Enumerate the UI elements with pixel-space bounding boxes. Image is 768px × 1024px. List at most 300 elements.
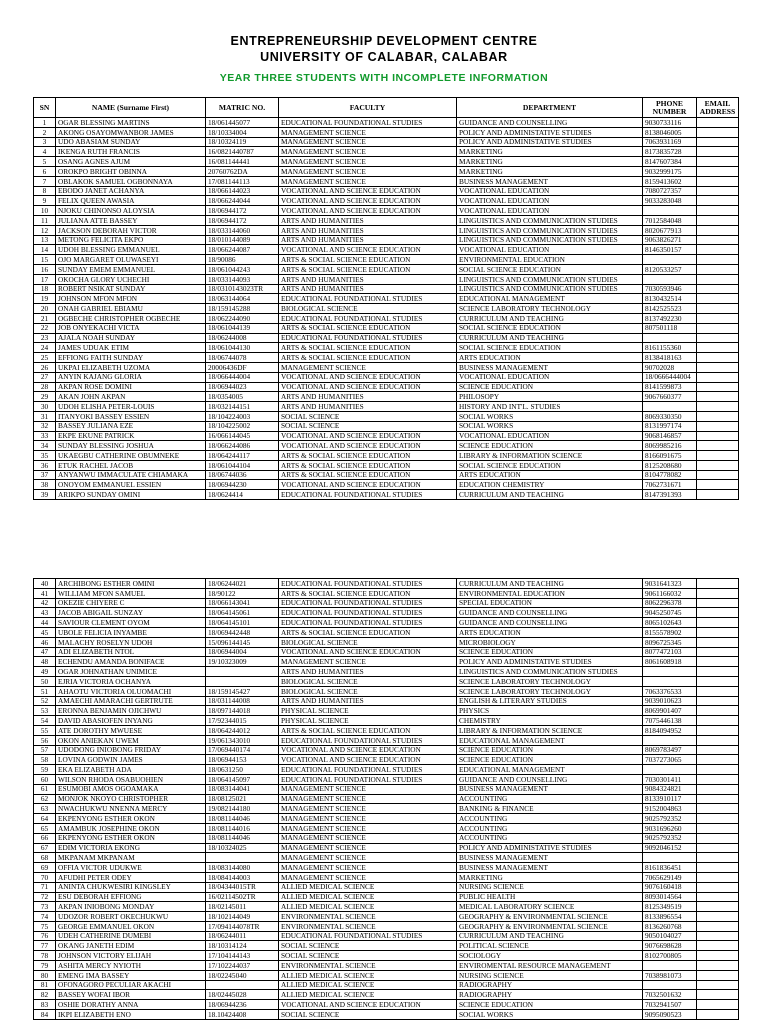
cell-department: LINGUISTICS AND COMMUNICATION STUDIES — [457, 215, 643, 225]
table-row — [34, 274, 739, 284]
cell-department: POLICY AND ADMINISTATIVE STUDIES — [457, 137, 643, 147]
cell-department: SCIENCE EDUCATION — [457, 755, 643, 765]
cell-department: HISTORY AND INT'L. STUDIES — [457, 402, 643, 412]
cell-phone: 8155578902 — [643, 627, 697, 637]
cell-name: AMAMBUK JOSEPHINE OKON — [56, 823, 206, 833]
cell-email — [697, 402, 739, 412]
table-row — [34, 667, 739, 677]
table-row — [34, 166, 739, 176]
cell-sn: 59 — [34, 765, 56, 775]
cell-sn: 47 — [34, 647, 56, 657]
cell-email — [697, 245, 739, 255]
cell-sn: 49 — [34, 667, 56, 677]
page-subtitle-university: UNIVERSITY OF CALABAR, CALABAR — [260, 50, 508, 64]
cell-faculty: ARTS & SOCIAL SCIENCE EDUCATION — [279, 264, 457, 274]
cell-department: SOCIAL SCIENCE EDUCATION — [457, 323, 643, 333]
cell-email — [697, 843, 739, 853]
cell-sn: 42 — [34, 598, 56, 608]
cell-sn: 73 — [34, 902, 56, 912]
cell-department: PUBLIC HEALTH — [457, 892, 643, 902]
column-header-phone: PHONE NUMBER — [643, 98, 697, 118]
cell-email — [697, 284, 739, 294]
cell-name: UKAEGBU CATHERINE OBUMNEKE — [56, 451, 206, 461]
cell-email — [697, 490, 739, 500]
cell-sn: 6 — [34, 166, 56, 176]
cell-faculty: BIOLOGICAL SCIENCE — [279, 676, 457, 686]
cell-phone: 8096725345 — [643, 637, 697, 647]
cell-department: RADIOGRAPHY — [457, 990, 643, 1000]
cell-matric: 18/104225002 — [206, 421, 279, 431]
cell-name: OKOCHA GLORY UCHECHI — [56, 274, 206, 284]
cell-name: IKENGA RUTH FRANCIS — [56, 147, 206, 157]
cell-department: MEDICAL LABORATORY SCIENCE — [457, 902, 643, 912]
cell-phone: 7063376533 — [643, 686, 697, 696]
table-row — [34, 411, 739, 421]
cell-email — [697, 970, 739, 980]
cell-matric: 17/081144113 — [206, 176, 279, 186]
cell-name: MONJOK NKOYO CHRISTOPHER — [56, 794, 206, 804]
cell-department: LINGUISTICS AND COMMUNICATION STUDIES — [457, 284, 643, 294]
table-row — [34, 402, 739, 412]
cell-phone: 8161836451 — [643, 863, 697, 873]
table-row — [34, 235, 739, 245]
cell-matric — [206, 676, 279, 686]
cell-email — [697, 706, 739, 716]
cell-phone — [643, 274, 697, 284]
table-row — [34, 696, 739, 706]
cell-matric: 17/104144143 — [206, 951, 279, 961]
cell-email — [697, 215, 739, 225]
table-row — [34, 882, 739, 892]
table-row — [34, 627, 739, 637]
cell-sn: 45 — [34, 627, 56, 637]
cell-name: JAMES UDUAK ETIM — [56, 343, 206, 353]
cell-name: AJALA NOAH SUNDAY — [56, 333, 206, 343]
cell-department: PHYSICS — [457, 706, 643, 716]
table-row — [34, 843, 739, 853]
cell-faculty: ENVIRONMENTAL SCIENCE — [279, 961, 457, 971]
cell-phone: 9084324821 — [643, 784, 697, 794]
cell-sn: 2 — [34, 127, 56, 137]
table-row — [34, 618, 739, 628]
table-row — [34, 970, 739, 980]
column-header-email: EMAIL ADDRESS — [697, 98, 739, 118]
cell-sn: 34 — [34, 441, 56, 451]
cell-phone: 9063826271 — [643, 235, 697, 245]
cell-faculty: EDUCATIONAL FOUNDATIONAL STUDIES — [279, 931, 457, 941]
cell-faculty: ALLIED MEDICAL SCIENCE — [279, 882, 457, 892]
cell-sn: 69 — [34, 863, 56, 873]
cell-faculty: ALLIED MEDICAL SCIENCE — [279, 892, 457, 902]
cell-faculty: PHYSICAL SCIENCE — [279, 706, 457, 716]
cell-matric: 18/061044139 — [206, 323, 279, 333]
cell-name: AFUDHI PETER ODEY — [56, 872, 206, 882]
cell-matric: 18/066244087 — [206, 245, 279, 255]
cell-email — [697, 784, 739, 794]
cell-email — [697, 814, 739, 824]
cell-department: LINGUISTICS AND COMMUNICATION STUDIES — [457, 667, 643, 677]
cell-sn: 14 — [34, 245, 56, 255]
table-row — [34, 186, 739, 196]
cell-matric: 18/90086 — [206, 255, 279, 265]
cell-phone: 9050104027 — [643, 931, 697, 941]
cell-matric: 18/061445077 — [206, 118, 279, 128]
column-header-matric: MATRIC NO. — [206, 98, 279, 118]
cell-faculty: SOCIAL SCIENCE — [279, 411, 457, 421]
cell-name: OFFIA VICTOR UDUKWE — [56, 863, 206, 873]
cell-faculty: PHYSICAL SCIENCE — [279, 716, 457, 726]
cell-department: SOCIAL SCIENCE EDUCATION — [457, 264, 643, 274]
cell-name: OKEZIE CHIYERE C — [56, 598, 206, 608]
cell-phone: 7063931169 — [643, 137, 697, 147]
cell-sn: 1 — [34, 118, 56, 128]
cell-department: BUSINESS MANAGEMENT — [457, 784, 643, 794]
cell-faculty: ENVIRONMENTAL SCIENCE — [279, 921, 457, 931]
cell-faculty: SOCIAL SCIENCE — [279, 1010, 457, 1020]
cell-phone: 7062731671 — [643, 480, 697, 490]
cell-faculty: MANAGEMENT SCIENCE — [279, 794, 457, 804]
cell-matric: 19/082144180 — [206, 804, 279, 814]
cell-matric: 17/094144078TR — [206, 921, 279, 931]
cell-matric: 18/06944153 — [206, 755, 279, 765]
cell-email — [697, 823, 739, 833]
table-row — [34, 127, 739, 137]
cell-matric: 18/02245040 — [206, 970, 279, 980]
cell-sn: 41 — [34, 588, 56, 598]
table-row — [34, 118, 739, 128]
table-row — [34, 1010, 739, 1020]
cell-phone: 9092046152 — [643, 843, 697, 853]
cell-phone: 9068146857 — [643, 431, 697, 441]
cell-faculty: ENVIRONMENTAL SCIENCE — [279, 912, 457, 922]
cell-email — [697, 912, 739, 922]
cell-matric: 17/92344015 — [206, 716, 279, 726]
cell-phone — [643, 667, 697, 677]
cell-email — [697, 735, 739, 745]
cell-sn: 78 — [34, 951, 56, 961]
table-row — [34, 579, 739, 589]
cell-sn: 58 — [34, 755, 56, 765]
cell-sn: 83 — [34, 1000, 56, 1010]
cell-sn: 76 — [34, 931, 56, 941]
cell-name: ADI ELIZABETH NTOL — [56, 647, 206, 657]
cell-matric: 18/084144003 — [206, 872, 279, 882]
cell-name: OROKPO BRIGHT OBINNA — [56, 166, 206, 176]
table-row — [34, 480, 739, 490]
cell-faculty: VOCATIONAL AND SCIENCE EDUCATION — [279, 480, 457, 490]
cell-phone: 9030733116 — [643, 118, 697, 128]
cell-name: ANYIN KAJANG GLORIA — [56, 372, 206, 382]
cell-department: NURSING SCIENCE — [457, 970, 643, 980]
cell-department: ENVIRONMENTAL EDUCATION — [457, 588, 643, 598]
cell-name: OFONAGORO PECULIAR AKACHI — [56, 980, 206, 990]
cell-name: BASSEY JULIANA EZE — [56, 421, 206, 431]
cell-faculty: MANAGEMENT SCIENCE — [279, 166, 457, 176]
cell-faculty: VOCATIONAL AND SCIENCE EDUCATION — [279, 186, 457, 196]
cell-faculty: ARTS & SOCIAL SCIENCE EDUCATION — [279, 451, 457, 461]
table-row — [34, 313, 739, 323]
cell-matric: 19/061343010 — [206, 735, 279, 745]
cell-sn: 79 — [34, 961, 56, 971]
cell-department: POLICY AND ADMINISTATIVE STUDIES — [457, 657, 643, 667]
table-row — [34, 725, 739, 735]
cell-phone: 8173835728 — [643, 147, 697, 157]
cell-email — [697, 343, 739, 353]
cell-email — [697, 333, 739, 343]
cell-faculty: MANAGEMENT SCIENCE — [279, 137, 457, 147]
cell-faculty: EDUCATIONAL FOUNDATIONAL STUDIES — [279, 579, 457, 589]
cell-sn: 80 — [34, 970, 56, 980]
table-header-row — [34, 98, 739, 118]
cell-matric: 18/04344015TR — [206, 882, 279, 892]
cell-department: SCIENCE LABORATORY TECHNOLOGY — [457, 686, 643, 696]
table-row — [34, 902, 739, 912]
cell-sn: 33 — [34, 431, 56, 441]
cell-faculty: MANAGEMENT SCIENCE — [279, 863, 457, 873]
cell-matric: 18/06744078 — [206, 353, 279, 363]
cell-sn: 72 — [34, 892, 56, 902]
column-header-department: DEPARTMENT — [457, 98, 643, 118]
cell-phone: 9033283048 — [643, 196, 697, 206]
cell-matric: 18/066244086 — [206, 441, 279, 451]
cell-name: EKPENYONG ESTHER OKON — [56, 833, 206, 843]
cell-matric — [206, 980, 279, 990]
cell-name: ARCHIBONG ESTHER OMINI — [56, 579, 206, 589]
cell-matric: 18/062244090 — [206, 313, 279, 323]
cell-name: ESUMOBI AMOS OGOAMAKA — [56, 784, 206, 794]
cell-faculty: SOCIAL SCIENCE — [279, 951, 457, 961]
cell-faculty: EDUCATIONAL FOUNDATIONAL STUDIES — [279, 608, 457, 618]
cell-sn: 4 — [34, 147, 56, 157]
cell-name: JACKSON DEBORAH VICTOR — [56, 225, 206, 235]
cell-sn: 15 — [34, 255, 56, 265]
cell-department: SCIENCE EDUCATION — [457, 441, 643, 451]
cell-department: VOCATIONAL EDUCATION — [457, 186, 643, 196]
cell-name: OSHIE DORATHY ANNA — [56, 1000, 206, 1010]
cell-email — [697, 186, 739, 196]
cell-name: EKPENYONG ESTHER OKON — [56, 814, 206, 824]
cell-phone: 90702028 — [643, 362, 697, 372]
cell-matric: 18/06744036 — [206, 470, 279, 480]
cell-department: EDUCATIONAL MANAGEMENT — [457, 735, 643, 745]
cell-matric: 18/06244008 — [206, 333, 279, 343]
cell-faculty: EDUCATIONAL FOUNDATIONAL STUDIES — [279, 735, 457, 745]
table-row — [34, 264, 739, 274]
cell-sn: 57 — [34, 745, 56, 755]
cell-name: ANYANWU IMMACULATE CHIAMAKA — [56, 470, 206, 480]
table-row — [34, 794, 739, 804]
cell-sn: 74 — [34, 912, 56, 922]
cell-faculty: EDUCATIONAL FOUNDATIONAL STUDIES — [279, 774, 457, 784]
table-row — [34, 716, 739, 726]
table-row — [34, 588, 739, 598]
table-row — [34, 961, 739, 971]
table-row — [34, 284, 739, 294]
cell-phone — [643, 961, 697, 971]
cell-phone: 7032941507 — [643, 1000, 697, 1010]
cell-department: SCIENCE EDUCATION — [457, 1000, 643, 1010]
cell-phone: 8136260768 — [643, 921, 697, 931]
cell-phone: 9067660377 — [643, 392, 697, 402]
cell-email — [697, 176, 739, 186]
cell-name: ROBERT NSIKAT SUNDAY — [56, 284, 206, 294]
cell-phone: 9095090523 — [643, 1010, 697, 1020]
cell-faculty: ARTS & SOCIAL SCIENCE EDUCATION — [279, 343, 457, 353]
cell-department: SCIENCE EDUCATION — [457, 647, 643, 657]
cell-faculty: SOCIAL SCIENCE — [279, 941, 457, 951]
cell-department: SCIENCE LABORATORY TECHNOLOGY — [457, 676, 643, 686]
cell-email — [697, 147, 739, 157]
cell-email — [697, 431, 739, 441]
cell-matric: 18/061044243 — [206, 264, 279, 274]
cell-sn: 62 — [34, 794, 56, 804]
cell-matric: 18/10324025 — [206, 843, 279, 853]
cell-phone: 8125349519 — [643, 902, 697, 912]
cell-name: ESU DEBORAH EFFIONG — [56, 892, 206, 902]
table-row — [34, 490, 739, 500]
cell-email — [697, 127, 739, 137]
cell-sn: 65 — [34, 823, 56, 833]
cell-sn: 10 — [34, 206, 56, 216]
table-row — [34, 323, 739, 333]
cell-email — [697, 716, 739, 726]
cell-department: CHEMISTRY — [457, 716, 643, 726]
cell-email — [697, 579, 739, 589]
cell-name: OGAR BLESSING MARTINS — [56, 118, 206, 128]
cell-matric: 17/069440174 — [206, 745, 279, 755]
cell-phone: 8138418163 — [643, 353, 697, 363]
cell-sn: 19 — [34, 294, 56, 304]
cell-name: EDIM VICTORIA EKONG — [56, 843, 206, 853]
cell-sn: 39 — [34, 490, 56, 500]
cell-phone: 7012584048 — [643, 215, 697, 225]
cell-name: ITANYOKI BASSEY ESSIEN — [56, 411, 206, 421]
cell-phone: 9025792352 — [643, 814, 697, 824]
cell-department: MARKETING — [457, 147, 643, 157]
cell-sn: 13 — [34, 235, 56, 245]
cell-faculty: ALLIED MEDICAL SCIENCE — [279, 970, 457, 980]
cell-department: SCIENCE LABORATORY TECHNOLOGY — [457, 304, 643, 314]
cell-name: EKPE EKUNE PATRICK — [56, 431, 206, 441]
cell-faculty: VOCATIONAL AND SCIENCE EDUCATION — [279, 1000, 457, 1010]
cell-department: POLITICAL SCIENCE — [457, 941, 643, 951]
cell-name: LOVINA GODWIN JAMES — [56, 755, 206, 765]
cell-name: OKON ANIEKAN UWEM — [56, 735, 206, 745]
cell-email — [697, 235, 739, 245]
cell-faculty: ARTS AND HUMANITIES — [279, 215, 457, 225]
cell-email — [697, 382, 739, 392]
cell-email — [697, 166, 739, 176]
cell-phone: 7080727357 — [643, 186, 697, 196]
cell-email — [697, 480, 739, 490]
cell-sn: 25 — [34, 353, 56, 363]
cell-matric: 18/061044104 — [206, 460, 279, 470]
cell-name: FELIX QUEEN AWASIA — [56, 196, 206, 206]
cell-phone: 7065629149 — [643, 872, 697, 882]
cell-faculty: ARTS & SOCIAL SCIENCE EDUCATION — [279, 460, 457, 470]
cell-faculty: MANAGEMENT SCIENCE — [279, 657, 457, 667]
cell-name: UDOH BLESSING EMMANUEL — [56, 245, 206, 255]
cell-name: AMAECHI AMARACHI GERTRUTE — [56, 696, 206, 706]
cell-name: ONAH GABRIEL EBIAMU — [56, 304, 206, 314]
cell-phone: 8120533257 — [643, 264, 697, 274]
cell-department: SOCIAL SCIENCE EDUCATION — [457, 460, 643, 470]
cell-department: EDUCATIONAL MANAGEMENT — [457, 294, 643, 304]
cell-name: SUNDAY EMEM EMMANUEL — [56, 264, 206, 274]
cell-sn: 37 — [34, 470, 56, 480]
cell-name: OGAR JOHNATHAN UNIMICE — [56, 667, 206, 677]
table-row — [34, 147, 739, 157]
cell-matric: 18/066444004 — [206, 372, 279, 382]
cell-email — [697, 588, 739, 598]
cell-faculty: ARTS AND HUMANITIES — [279, 696, 457, 706]
cell-phone: 8069901407 — [643, 706, 697, 716]
cell-faculty: MANAGEMENT SCIENCE — [279, 804, 457, 814]
cell-matric: 18/10324119 — [206, 137, 279, 147]
cell-phone — [643, 980, 697, 990]
cell-faculty: ARTS & SOCIAL SCIENCE EDUCATION — [279, 725, 457, 735]
cell-matric: 19/10323009 — [206, 657, 279, 667]
cell-department: PHILOSOPY — [457, 392, 643, 402]
cell-name: AKPAN ROSE DOMINI — [56, 382, 206, 392]
cell-matric: 18/083144041 — [206, 784, 279, 794]
table-row — [34, 941, 739, 951]
cell-department: GUIDANCE AND COUNSELLING — [457, 618, 643, 628]
cell-department: SOCIAL WORKS — [457, 411, 643, 421]
cell-email — [697, 961, 739, 971]
cell-department: LINGUISTICS AND COMMUNICATION STUDIES — [457, 274, 643, 284]
cell-matric — [206, 667, 279, 677]
cell-phone: 9061166032 — [643, 588, 697, 598]
table-row — [34, 255, 739, 265]
cell-faculty: BIOLOGICAL SCIENCE — [279, 637, 457, 647]
cell-email — [697, 804, 739, 814]
cell-phone: 8161155360 — [643, 343, 697, 353]
cell-name: OBLAKOK SAMUEL OGBONNAYA — [56, 176, 206, 186]
cell-department: BUSINESS MANAGEMENT — [457, 362, 643, 372]
cell-email — [697, 206, 739, 216]
cell-sn: 82 — [34, 990, 56, 1000]
cell-phone — [643, 853, 697, 863]
table-row — [34, 196, 739, 206]
cell-email — [697, 657, 739, 667]
cell-email — [697, 304, 739, 314]
cell-sn: 22 — [34, 323, 56, 333]
cell-email — [697, 647, 739, 657]
table-row — [34, 637, 739, 647]
cell-department: ARTS EDUCATION — [457, 627, 643, 637]
cell-phone: 7037273065 — [643, 755, 697, 765]
cell-email — [697, 755, 739, 765]
cell-faculty: ARTS & SOCIAL SCIENCE EDUCATION — [279, 627, 457, 637]
cell-department: VOCATIONAL EDUCATION — [457, 206, 643, 216]
cell-name: JOB ONYEKACHI VICTA — [56, 323, 206, 333]
cell-matric: 18/06944023 — [206, 382, 279, 392]
cell-sn: 23 — [34, 333, 56, 343]
table-row — [34, 421, 739, 431]
table-row — [34, 892, 739, 902]
cell-email — [697, 745, 739, 755]
cell-name: JACOB ABIGAIL SUNZAY — [56, 608, 206, 618]
cell-email — [697, 441, 739, 451]
cell-matric: 18/033144093 — [206, 274, 279, 284]
cell-sn: 12 — [34, 225, 56, 235]
cell-sn: 31 — [34, 411, 56, 421]
cell-phone: 8061608918 — [643, 657, 697, 667]
table-row — [34, 647, 739, 657]
cell-name: UDOH ELISHA PETER-LOUIS — [56, 402, 206, 412]
cell-sn: 75 — [34, 921, 56, 931]
